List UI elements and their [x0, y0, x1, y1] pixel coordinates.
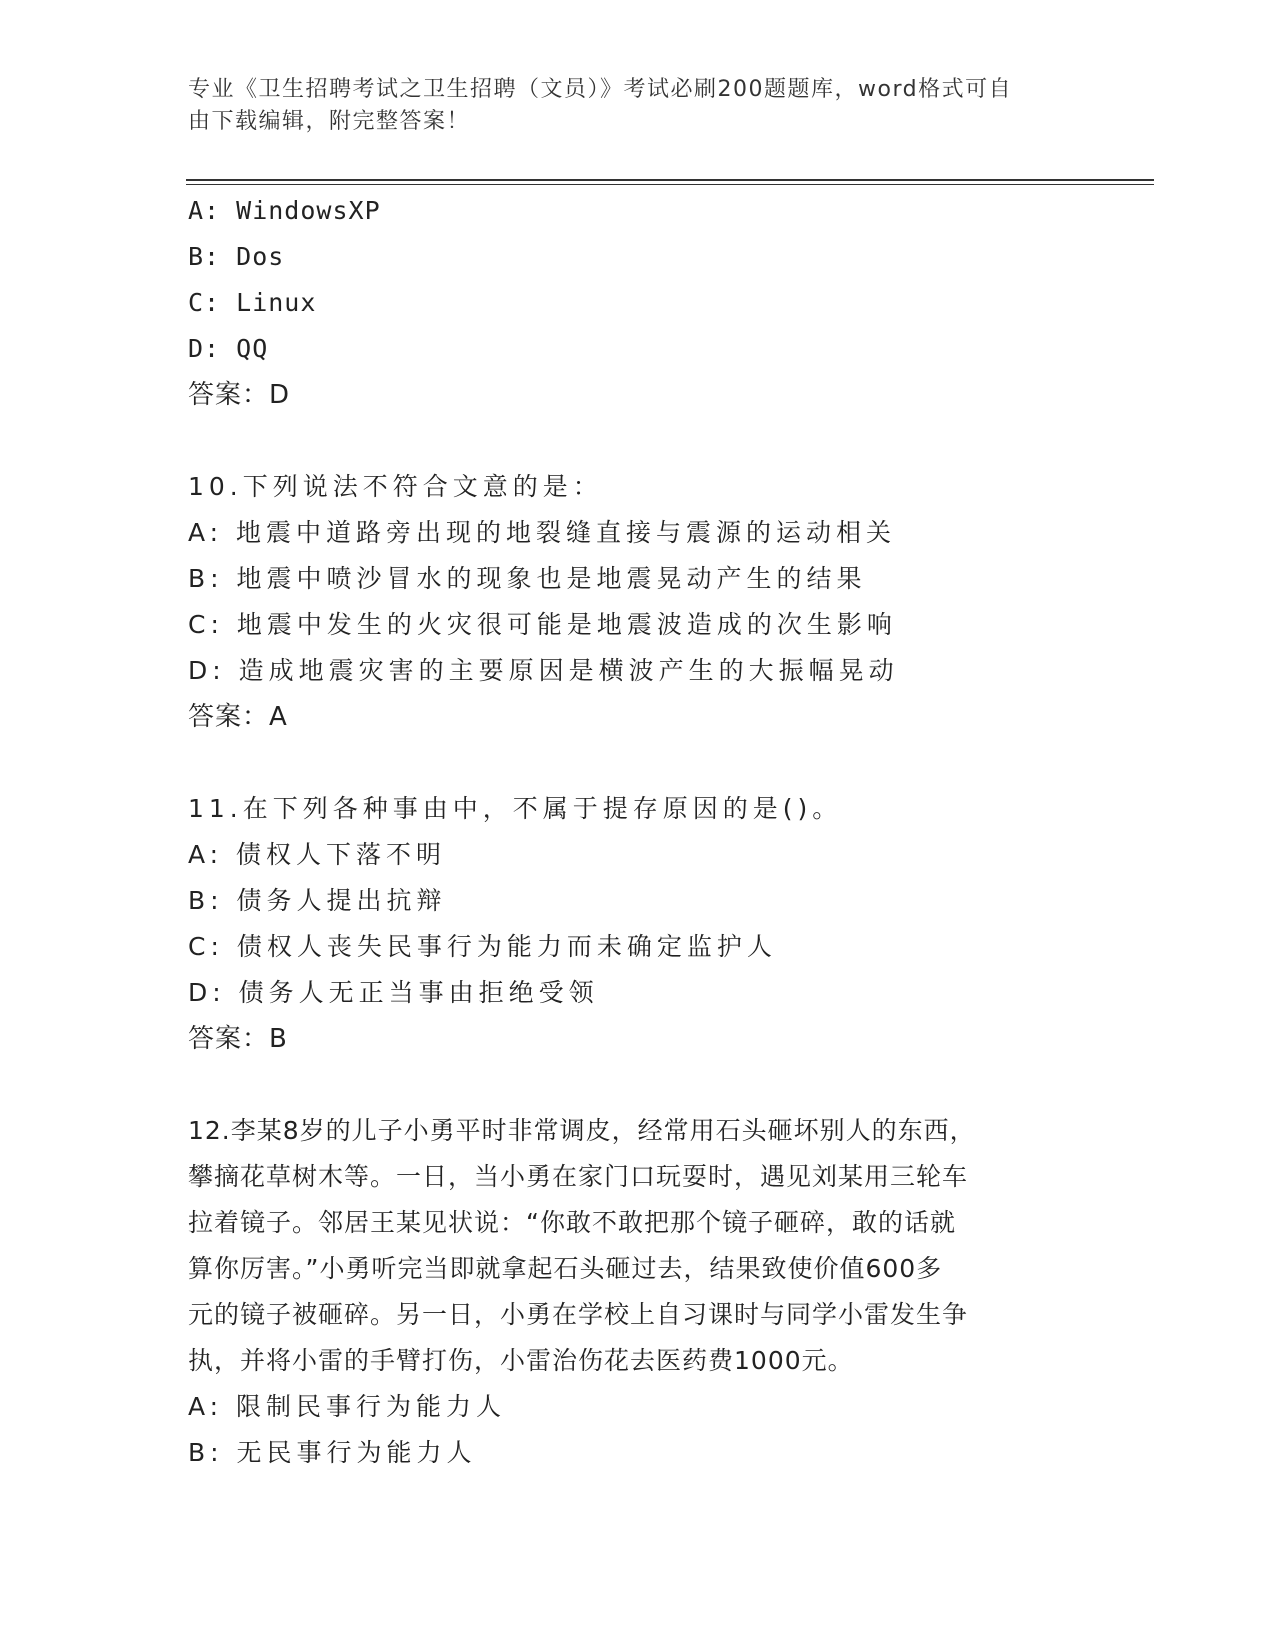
option-c: C: Linux: [188, 288, 317, 317]
header-line-2: 由下载编辑，附完整答案！: [188, 109, 471, 134]
spacer: [188, 740, 1068, 786]
option-b: B: 无民事行为能力人: [188, 1438, 477, 1467]
question-list: [188, 188, 1068, 1476]
question-line: 算你厉害。”小勇听完当即就拿起石头砸过去，结果致使价值600多: [188, 1254, 943, 1283]
option-a: A: 地震中道路旁出现的地裂缝直接与震源的运动相关: [188, 518, 897, 547]
answer: 答案：B: [188, 1024, 288, 1054]
header-divider-thin: [186, 184, 1154, 185]
option-a: A: 限制民事行为能力人: [188, 1392, 507, 1421]
header-divider-thick: [186, 179, 1154, 181]
option-c: C: 地震中发生的火灾很可能是地震波造成的次生影响: [188, 610, 897, 639]
option-d: D: QQ: [188, 334, 269, 363]
option-d: D: 债务人无正当事由拒绝受领: [188, 978, 599, 1007]
question-text: [188, 1108, 1068, 1384]
option-b: B: 债务人提出抗辩: [188, 886, 447, 915]
question-line: 执，并将小雷的手臂打伤，小雷治伤花去医药费1000元。: [188, 1346, 854, 1375]
header-line-1: 专业《卫生招聘考试之卫生招聘（文员）》考试必刷200题题库，word格式可自: [188, 77, 1013, 102]
spacer: [188, 1062, 1068, 1108]
question-line: 12.李某8岁的儿子小勇平时非常调皮，经常用石头砸坏别人的东西，: [188, 1116, 976, 1145]
option-b: B: 地震中喷沙冒水的现象也是地震晃动产生的结果: [188, 564, 867, 593]
option-c: C: 债权人丧失民事行为能力而未确定监护人: [188, 932, 777, 961]
option-a: A: 债权人下落不明: [188, 840, 447, 869]
question-11: [188, 786, 1068, 1062]
document-header: [188, 74, 1068, 138]
answer: 答案：A: [188, 702, 288, 732]
question-text: 11.在下列各种事由中，不属于提存原因的是()。: [188, 794, 843, 823]
question-text: 10.下列说法不符合文意的是：: [188, 472, 603, 501]
answer: 答案：D: [188, 380, 291, 410]
question-line: 拉着镜子。邻居王某见状说：“你敢不敢把那个镜子砸碎，敢的话就: [188, 1208, 956, 1237]
question-9: [188, 188, 1068, 418]
option-b: B: Dos: [188, 242, 285, 271]
option-a: A: WindowsXP: [188, 196, 381, 225]
question-10: [188, 464, 1068, 740]
spacer: [188, 418, 1068, 464]
option-d: D: 造成地震灾害的主要原因是横波产生的大振幅晃动: [188, 656, 899, 685]
question-line: 攀摘花草树木等。一日，当小勇在家门口玩耍时，遇见刘某用三轮车: [188, 1162, 969, 1191]
question-12: [188, 1108, 1068, 1476]
question-line: 元的镜子被砸碎。另一日，小勇在学校上自习课时与同学小雷发生争: [188, 1300, 969, 1329]
